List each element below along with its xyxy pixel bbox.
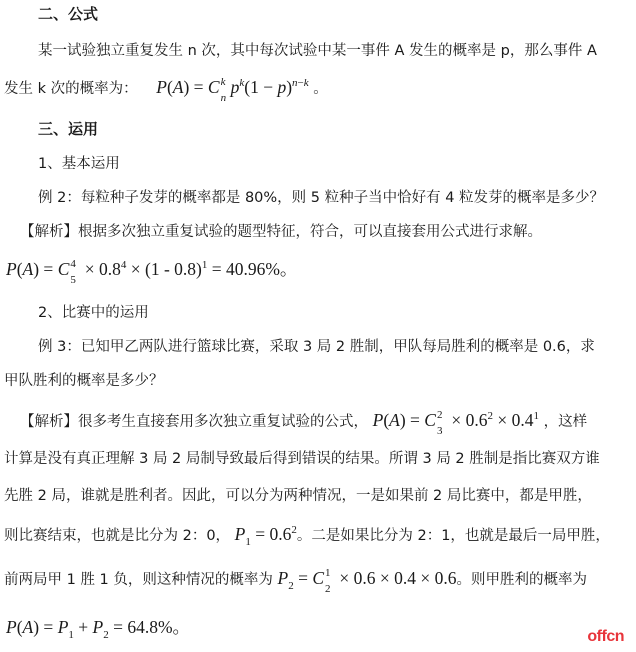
final-formula: $P(A) = P_1 + P_2 = 64.8\%$。 (6, 617, 191, 641)
solution-prefix: 【解析】很多考生直接套用多次独立重复试验的公式， (20, 414, 368, 430)
p2-formula: $P_2 = C$ 1 2 × 0.6 × 0.4 × 0.6 (277, 566, 457, 595)
example-3-solution-line-3: 先胜 2 局，谁就是胜利者。因此，可以分为两种情况，一是如果前 2 局比赛中，都是甲胜， (4, 488, 592, 504)
final-result: = 64.8%。 (113, 617, 191, 637)
formula-intro-line-1: 某一试验独立重复发生 n 次，其中每次试验中某一事件 A 发生的概率是 p，那么事件 A (38, 43, 597, 59)
case-2-text: 。二是如果比分为 2：1，也就是最后一局甲胜， (296, 528, 610, 544)
example-2: 例 2：每粒种子发芽的概率都是 80%，则 5 粒种子当中恰好有 4 粒发芽的概率是多少？ (38, 190, 605, 206)
subheading-competition: 2、比赛中的运用 (38, 305, 149, 321)
example-3-solution-line-1 (20, 408, 588, 437)
case-1-text: 则比赛结束，也就是比分为 2：0， (4, 528, 231, 544)
example-2-result: = 40.96%。 (211, 259, 298, 279)
formula-intro-line-2: 发生 k 次的概率为： P(A) = C k n $p^k(1 - p)^{n-k}$ 。 (4, 75, 328, 104)
total-prob-text: 。则甲胜利的概率为 (456, 572, 587, 588)
binomial-formula: P(A) = C k n $p^k(1 - p)^{n-k}$ (156, 75, 309, 104)
subheading-basic: 1、基本运用 (38, 156, 120, 172)
heading-formula: 二、公式 (38, 5, 99, 23)
formula-intro-label: 发生 k 次的概率为： (4, 81, 138, 97)
example-3-line-2: 甲队胜利的概率是多少？ (4, 373, 164, 389)
example-3-line-1: 例 3：已知甲乙两队进行篮球比赛，采取 3 局 2 胜制，甲队每局胜利的概率是 0.6，求 (38, 339, 595, 355)
solution-suffix: ，这样 (543, 414, 588, 430)
example-3-solution-line-2: 计算是没有真正理解 3 局 2 局制导致最后得到错误的结果。所谓 3 局 2 胜制是指比赛双方谁 (4, 451, 600, 467)
example-2-formula: P(A) = C 4 5 × $0.8^4 \times (1 - 0.8)^1 = 40.96\%$。 (6, 257, 298, 286)
example-2-solution: 【解析】根据多次独立重复试验的题型特征，符合，可以直接套用公式进行求解。 (20, 224, 542, 240)
p1-formula: $P_1 = 0.6^2$ (234, 524, 297, 548)
case-2-prob-text: 前两局甲 1 胜 1 负，则这种情况的概率为 (4, 572, 273, 588)
offcn-logo: offcn (587, 628, 624, 645)
example-3-solution-line-4 (4, 524, 610, 547)
wrong-formula: P(A) = C 2 3 × $0.6^2 \times 0.4^1$ (372, 408, 539, 437)
example-3-solution-line-5 (4, 566, 587, 595)
heading-application: 三、运用 (38, 120, 99, 138)
